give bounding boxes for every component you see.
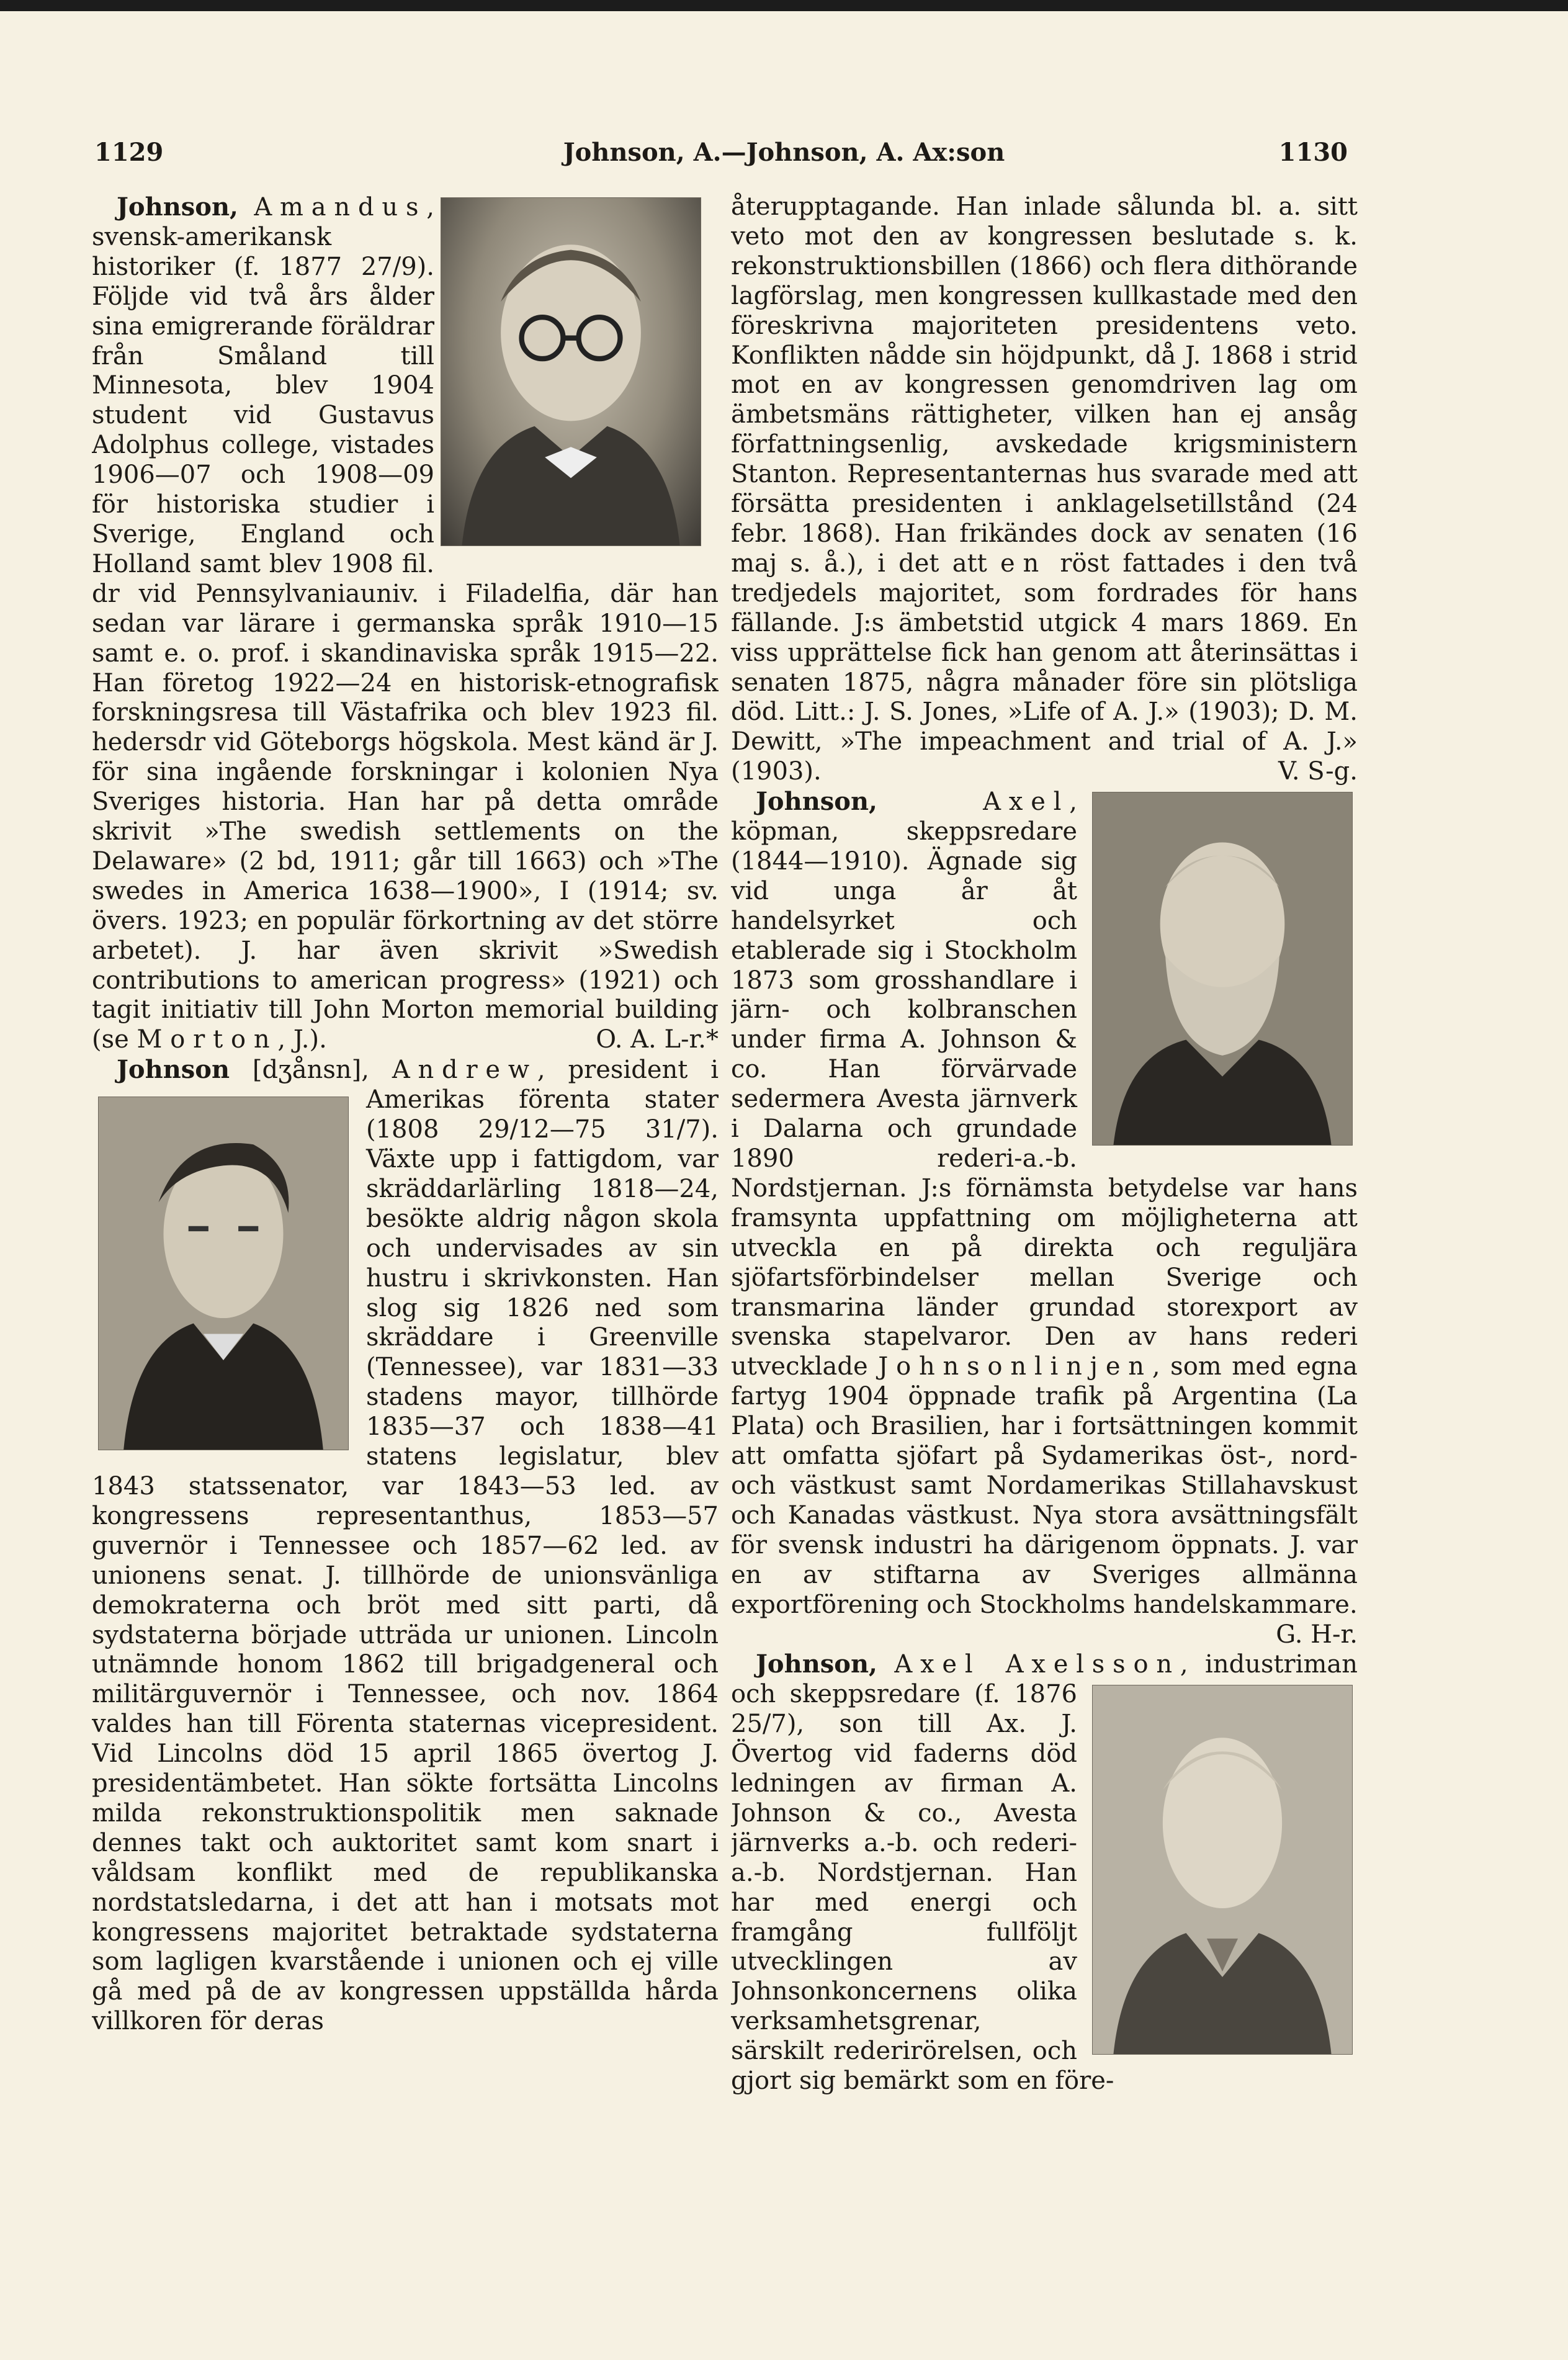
entry-signature: G. H-r. bbox=[1276, 1620, 1358, 1649]
page-header bbox=[0, 138, 1568, 181]
entry-given-name: Andrew bbox=[392, 1056, 537, 1085]
entry-body: , svensk-amerikansk historiker (f. 1877 27/9). Följde vid två års ålder sina emigrerande föräldrar från Småland till Minnesota, blev 1904 student vid Gustavus Adolphus college, vistades 1906—07 och 1908—09 för historiska studier i Sverige, England och Holland samt blev 1908 fil. dr vid Pennsylvaniauniv. i Filadelfia, där han sedan var lärare i germanska språk 1910—15 samt e. o. prof. i skandinaviska språk 1915—22. Han företog 1922—24 en historisk-etnografisk forskningsresa till Västafrika och blev 1923 fil. hedersdr vid Göteborgs högskola. Mest känd är J. för sina ingående forskningar i kolonien Nya Sveriges historia. Han har på detta område skrivit »The swedish settlements on the Delaware» (2 bd, 1911; går till 1663) och »The swedes in America 1638—1900», I (1914; sv. övers. 1923; en populär förkortning av det större arbetet). J. har även skrivit »Swedish contributions to american progress» (1921) och tagit initiativ till John Morton memorial building (se bbox=[92, 193, 719, 1054]
entry-signature: V. S-g. bbox=[1278, 757, 1358, 786]
entry-body-2: röst fattades i den två tredjedels majoritet, som fordrades för hans fällande. J:s ämbetstid utgick 4 mars 1869. En viss upprättelse fick han genom att återinsättas i senaten 1875, några månader före sin plötsliga död. Litt.: J. S. Jones, »Life of A. J.» (1903); D. M. Dewitt, »The impeachment and trial of A. J.» (1903). bbox=[731, 549, 1358, 786]
entry-body: , industriman och skeppsredare (f. 1876 25/7), son till Ax. J. Övertog vid faderns död ledningen av firman A. Johnson & co., Avesta järnverks a.-b. och rederi-a.-b. Nordstjernan. Han har med energi och framgång fullföljt utvecklingen av Johnsonkoncernens olika verksamhetsgrenar, särskilt rederirörelsen, och gjort sig bemärkt som en före- bbox=[731, 1650, 1358, 2096]
running-title: Johnson, A.—Johnson, A. Ax:son bbox=[563, 138, 1005, 167]
entry-headword: Johnson, bbox=[756, 1649, 877, 1679]
entry-body: , president i Amerikas förenta stater (1808 29/12—75 31/7). Växte upp i fattigdom, var skräddarlärling 1818—24, besökte aldrig någon skola och undervisades av sin hustru i skrivkonsten. Han slog sig 1826 ned som skräddare i Greenville (Tennessee), var 1831—33 stadens mayor, tillhörde 1835—37 och 1838—41 statens legislatur, blev 1843 statssenator, var 1843—53 led. av kongressens representanthus, 1853—57 guvernör i Tennessee och 1857—62 led. av unionens senat. J. tillhörde de unionsvänliga demokraterna och bröt med sitt parti, då sydstaterna började utträda ur unionen. Lincoln utnämnde honom 1862 till brigadgeneral och militärguvernör i Tennessee, och nov. 1864 valdes han till Förenta staternas vicepresident. Vid Lincolns död 15 april 1865 övertog J. presidentämbetet. Han sökte fortsätta Lincolns milda rekonstruktionspolitik men saknade dennes takt och auktoritet samt kom snart i våldsam konflikt med de republikanska nordstatsledarna, i det att han i motsats mot kongressens majoritet betraktade sydstaterna som lagligen kvarstående i unionen och ej ville gå med på de av kongressen uppställda hårda villkoren för deras bbox=[92, 1056, 719, 2036]
entry-body-2: , som med egna fartyg 1904 öppnade trafik på Argentina (La Plata) och Brasilien, har i fortsättningen kommit att omfatta sjöfart på Sydamerikas öst-, nord- och västkust samt Nordamerikas Stillahavskust och Kanadas västkust. Nya stora avsättningsfält för svensk industri ha därigenom öppnats. J. var en av stiftarna av Sveriges allmänna exportförening och Stockholms handelskammare. bbox=[731, 1352, 1358, 1619]
column-right bbox=[731, 192, 1358, 2284]
entry-headword: Johnson bbox=[117, 1055, 230, 1085]
entry-headword: Johnson, bbox=[756, 787, 877, 817]
entry-axel-axelsson-johnson bbox=[731, 1649, 1358, 2096]
page-number-left: 1129 bbox=[94, 138, 164, 167]
page-number-right: 1130 bbox=[1278, 138, 1348, 167]
entry-andrew-johnson bbox=[92, 1055, 719, 2037]
portrait-axel-johnson bbox=[1092, 792, 1353, 1146]
entry-given-name: Axel bbox=[983, 787, 1070, 817]
entry-signature: O. A. L-r.* bbox=[596, 1025, 719, 1054]
scan-edge bbox=[0, 0, 1568, 11]
entry-amandus-johnson bbox=[92, 192, 719, 1055]
entry-pronunciation: [dʒånsn], bbox=[230, 1056, 392, 1085]
entry-spaced-word: en bbox=[1000, 549, 1047, 578]
column-left bbox=[92, 192, 719, 2284]
entry-andrew-johnson-continued bbox=[731, 192, 1358, 787]
entry-headword: Johnson, bbox=[117, 192, 238, 222]
portrait-axel-axelsson-johnson bbox=[1092, 1685, 1353, 2055]
entry-crossref: Morton bbox=[137, 1025, 278, 1054]
entry-body: , köpman, skeppsredare (1844—1910). Ägnade sig vid unga år åt handelsyrket och etablerade sig i Stockholm 1873 som grosshandlare i järn- och kolbranschen under firma A. Johnson & co. Han förvärvade sedermera Avesta järnverk i Dalarna och grundade 1890 rederi-a.-b. Nordstjernan. J:s förnämsta betydelse var hans framsynta uppfattning om möjligheterna att utveckla en på direkta och reguljära sjöfartsförbindelser mellan Sverige och transmarina länder grundad storexport av svenska stapelvaror. Den av hans rederi utvecklade bbox=[731, 787, 1358, 1381]
entry-given-name: Axel Axelsson bbox=[894, 1650, 1180, 1679]
portrait-andrew-johnson bbox=[98, 1097, 349, 1450]
entry-body: återupptagande. Han inlade sålunda bl. a. sitt veto mot den av kongressen beslutade s. k. rekonstruktionsbillen (1866) och flera dithörande lagförslag, men kongressen kullkastade med den föreskrivna majoriteten presidentens veto. Konflikten nådde sin höjdpunkt, då J. 1868 i strid mot en av kongressen genomdriven lag om ämbetsmäns rättigheter, vilken han ej ansåg författningsenlig, avskedade krigsministern Stanton. Representanternas hus svarade med att försätta presidenten i anklagelsetillstånd (24 febr. 1868). Han frikändes dock av senaten (16 maj s. å.), i det att bbox=[731, 192, 1358, 578]
entry-given-name: Amandus bbox=[254, 193, 427, 222]
entry-axel-johnson bbox=[731, 787, 1358, 1649]
portrait-amandus-johnson bbox=[441, 197, 701, 546]
entry-crossref-tail: , J.). bbox=[277, 1025, 327, 1054]
entry-linien: Johnsonlinjen bbox=[878, 1352, 1152, 1381]
